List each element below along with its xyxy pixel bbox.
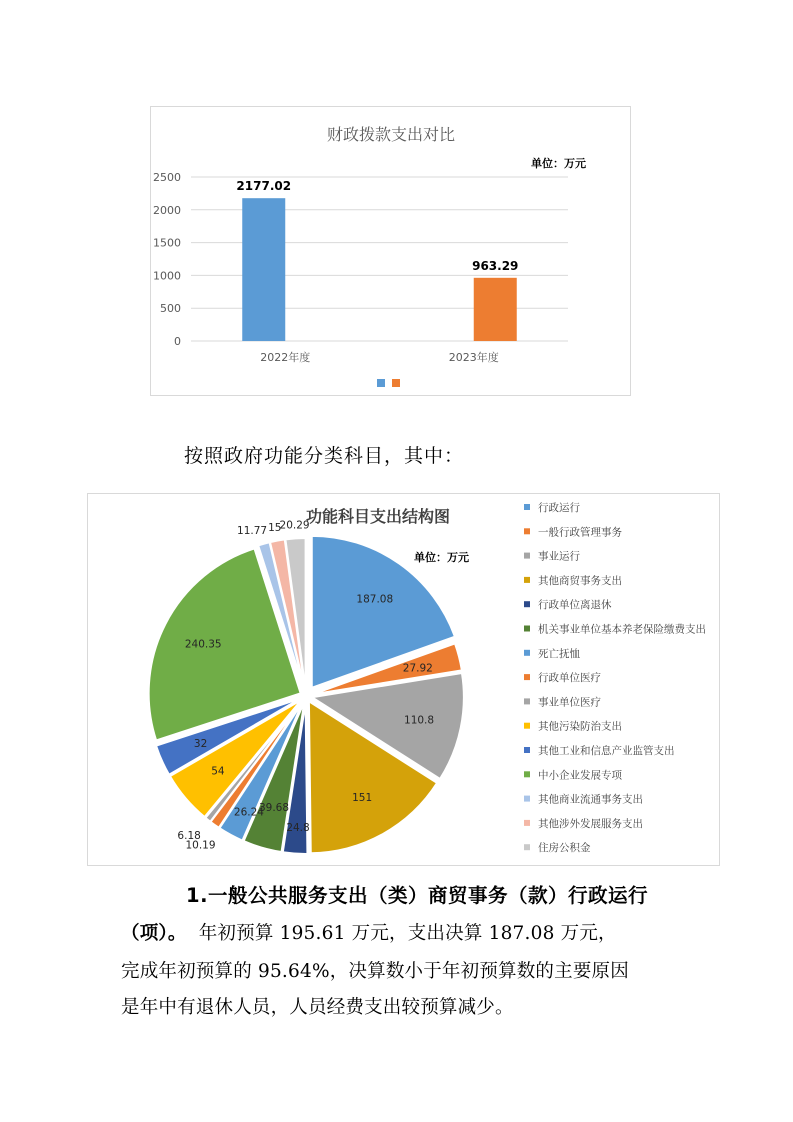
pie-legend-label: 住房公积金 [538,842,591,855]
pie-legend-label: 事业单位医疗 [538,696,601,709]
bar-xtick-label: 2023年度 [448,351,499,364]
pie-legend-swatch [524,771,530,777]
pie-data-label: 10.19 [185,839,216,852]
pie-data-label: 24.8 [286,822,310,835]
pie-legend-label: 行政单位医疗 [538,672,601,685]
pie-chart [88,494,719,865]
pie-legend-swatch [524,674,530,680]
bar-ytick-label: 1000 [153,269,181,283]
pie-legend-label: 行政运行 [538,502,580,514]
pie-data-label: 110.8 [404,714,435,727]
pie-data-label: 15 [268,521,282,534]
pie-chart-unit: 单位：万元 [414,551,469,564]
paragraph-line-1 [121,919,617,945]
pie-legend-label: 行政单位离退休 [538,599,612,612]
pie-legend-label: 机关事业单位基本养老保险缴费支出 [538,623,706,636]
pie-legend-swatch [524,626,530,632]
pie-legend-swatch [524,577,530,583]
pie-legend-label: 中小企业发展专项 [538,769,622,782]
paragraph-text-1: 年初预算 195.61 万元，支出决算 187.08 万元， [198,923,617,944]
bar-ytick-label: 1500 [153,236,181,250]
pie-chart-container [87,493,720,866]
pie-legend-label: 死亡抚恤 [538,647,580,660]
pie-legend-label: 其他工业和信息产业监管支出 [538,745,675,757]
bar-xtick-label: 2022年度 [260,351,311,364]
pie-legend-swatch [524,747,530,753]
bar-legend-swatch [377,379,385,387]
pie-legend-swatch [524,650,530,656]
bar-ytick-label: 0 [174,335,181,348]
bar-data-label: 963.29 [472,258,519,273]
pie-legend-label: 其他商贸事务支出 [538,574,622,587]
pie-data-label: 26.24 [233,806,264,819]
pie-data-label: 187.08 [356,593,394,606]
pie-data-label: 27.92 [402,662,433,675]
paragraph-line-3: 是年中有退休人员，人员经费支出较预算减少。 [121,997,514,1018]
pie-legend-swatch [524,698,530,704]
bar-mark [242,198,285,341]
pie-legend-swatch [524,553,530,559]
pie-legend-label: 其他污染防治支出 [538,720,622,733]
pie-chart-title: 功能科目支出结构图 [305,507,451,526]
bar-chart-unit: 单位：万元 [531,157,586,170]
bar-mark [474,278,517,341]
pie-legend-label: 事业运行 [538,550,580,563]
bar-chart-title: 财政拨款支出对比 [326,125,456,144]
section-heading: 1.一般公共服务支出（类）商贸事务（款）行政运行 [186,884,648,907]
paragraph-lead: （项）。 [121,923,187,944]
intro-text: 按照政府功能分类科目，其中： [184,445,465,467]
paragraph-line-2: 完成年初预算的 95.64%，决算数小于年初预算数的主要原因 [121,961,629,982]
pie-legend-label: 一般行政管理事务 [538,526,622,539]
pie-data-label: 32 [193,738,208,751]
bar-legend-swatch [392,379,400,387]
pie-legend-label: 其他涉外发展服务支出 [538,817,643,830]
pie-legend-swatch [524,844,530,850]
bar-data-label: 2177.02 [236,179,292,194]
pie-legend-swatch [524,796,530,802]
bar-ytick-label: 2500 [153,171,181,184]
pie-legend-swatch [524,504,530,510]
pie-data-label: 6.18 [177,829,201,842]
pie-legend-label: 其他商业流通事务支出 [538,793,643,806]
pie-data-label: 20.29 [279,519,310,532]
pie-legend-swatch [524,601,530,607]
bar-chart-container [150,106,631,396]
bar-chart [151,107,630,395]
pie-data-label: 54 [211,765,225,778]
pie-legend-swatch [524,820,530,826]
pie-data-label: 151 [352,791,373,804]
pie-data-label: 39.68 [258,801,290,814]
bar-ytick-label: 500 [160,302,181,316]
pie-data-label: 11.77 [237,525,268,538]
pie-legend-swatch [524,528,530,534]
pie-data-label: 240.35 [184,638,222,651]
pie-legend-swatch [524,723,530,729]
bar-ytick-label: 2000 [153,203,181,217]
